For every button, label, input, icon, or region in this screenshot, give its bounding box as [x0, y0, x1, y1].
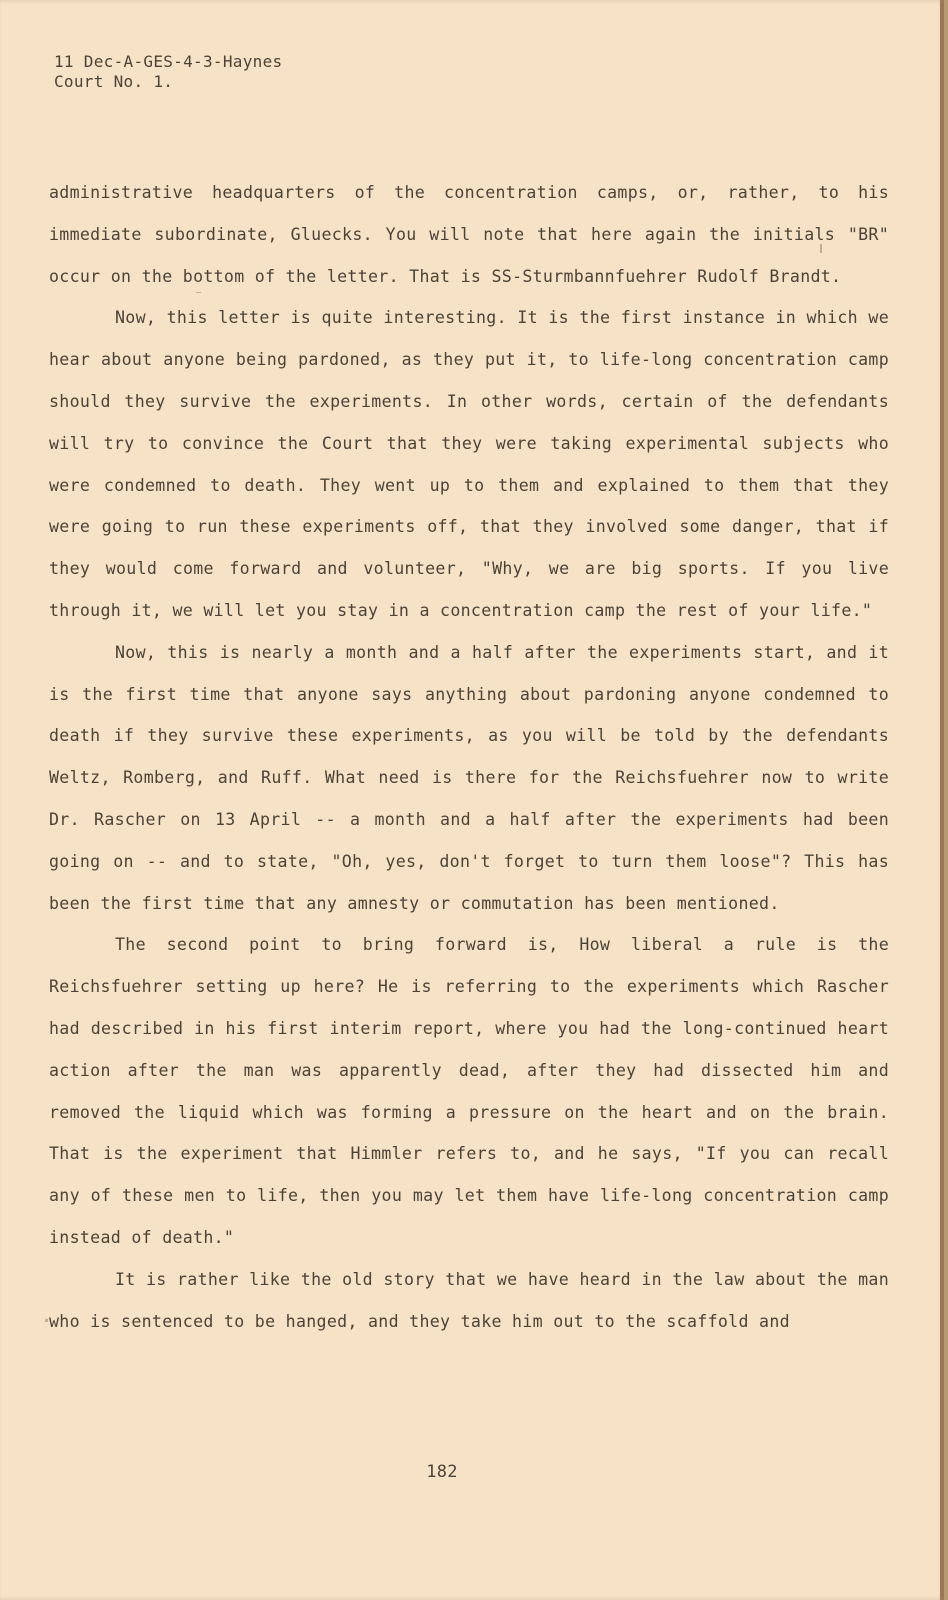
header-court-line: Court No. 1.: [54, 72, 174, 91]
stray-mark: [196, 292, 201, 293]
document-header: [54, 52, 282, 92]
page-number-value: 182: [426, 1462, 458, 1482]
page-edge: [940, 0, 944, 1600]
paragraph: The second point to bring forward is, How liberal a rule is the Reichsfuehrer setting up here? He is referring to the experiments which Rascher had described in his first interim report, where you had the long-continued heart action after the man was apparently dead, after they had dissected him and removed the liquid which was forming a pressure on the heart and on the brain. That is the experiment that Himmler refers to, and he says, "If you can recall any of these men to life, then you may let them have life-long concentration camp instead of death.": [49, 935, 889, 1247]
paragraph: administrative headquarters of the concentration camps, or, rather, to his immediate subordinate, Gluecks. You will note that here again the initials "BR" occur on the bottom of the letter. That is SS-Sturmbannfuehrer Rudolf Brandt.: [49, 183, 889, 286]
stray-mark: [820, 244, 822, 253]
stray-mark: [45, 1319, 48, 1322]
transcript-body: [49, 172, 889, 1342]
header-reference-line: 11 Dec-A-GES-4-3-Haynes: [54, 52, 283, 71]
paragraph: Now, this is nearly a month and a half after the experiments start, and it is the first time that anyone says anything about pardoning anyone condemned to death if they survive these experiments, as you will be told by the defendants Weltz, Romberg, and Ruff. What need is there for the Reichsfuehrer now to write Dr. Rascher on 13 April -- a month and a half after the experiments had been going on -- and to state, "Oh, yes, don't forget to turn them loose"? This has been the first time that any amnesty or commutation has been mentioned.: [49, 642, 889, 913]
page-number: [0, 1462, 944, 1482]
paragraph: It is rather like the old story that we have heard in the law about the man who is sentenced to be hanged, and they take him out to the scaffold and: [49, 1269, 889, 1331]
paragraph: Now, this letter is quite interesting. It is the first instance in which we hear about anyone being pardoned, as they put it, to life-long concentration camp should they survive the experiments. In other words, certain of the defendants will try to convince the Court that they were taking experimental subjects who were condemned to death. They went up to them and explained to them that they were going to run these experiments off, that they involved some danger, that if they would come forward and volunteer, "Why, we are big sports. If you live through it, we will let you stay in a concentration camp the rest of your life.": [49, 308, 889, 620]
